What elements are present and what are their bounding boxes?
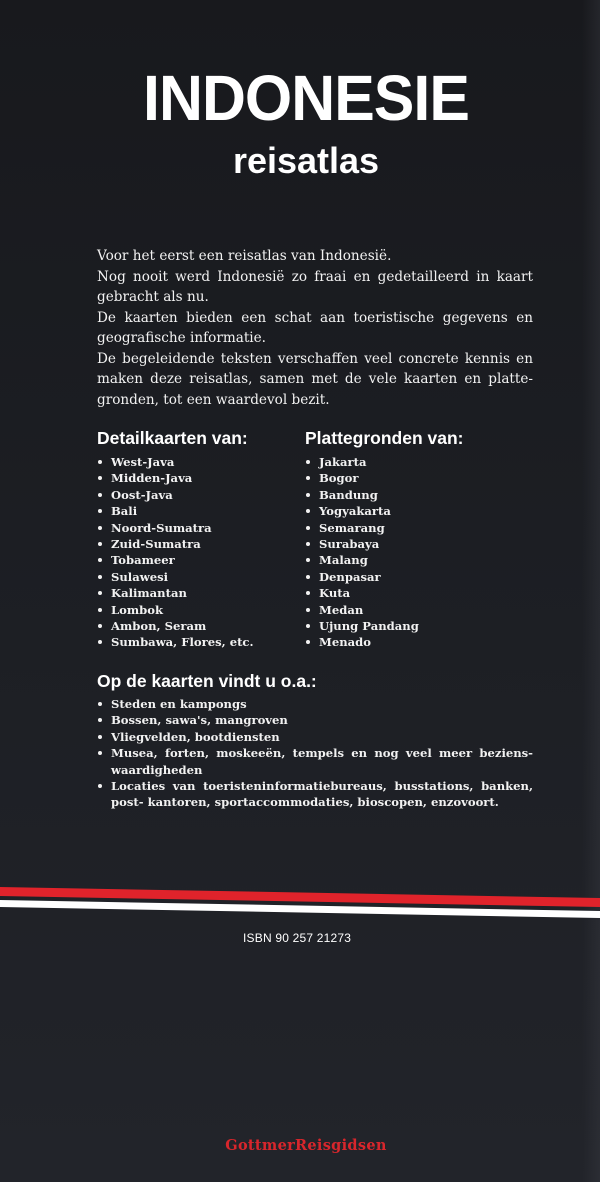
detail-map-item: Sumbawa, Flores, etc. — [97, 634, 254, 650]
city-plan-item: Yogyakarta — [305, 503, 419, 519]
detail-map-item: Oost-Java — [97, 487, 254, 503]
city-plan-item: Ujung Pandang — [305, 618, 419, 634]
intro-paragraph: Nog nooit werd Indonesië zo fraai en gedetailleerd in kaart gebracht als nu. — [97, 268, 533, 305]
intro-paragraph: De begeleidende teksten verschaffen veel concrete kennis en maken deze reisatlas, samen met de vele kaarten en platte- gronden, tot een waardevol bezit. — [97, 350, 533, 408]
features-list — [97, 696, 533, 811]
city-plans-list — [305, 454, 419, 651]
city-plan-item: Bogor — [305, 470, 419, 486]
detail-map-item: Midden-Java — [97, 470, 254, 486]
feature-item: Locaties van toeristeninformatiebureaus, busstations, banken, post- kantoren, sportaccommodaties, bioscopen, enzovoort. — [97, 778, 533, 811]
detail-map-item: Kalimantan — [97, 585, 254, 601]
city-plan-item: Denpasar — [305, 569, 419, 585]
features-heading: Op de kaarten vindt u o.a.: — [97, 671, 317, 691]
city-plan-item: Jakarta — [305, 454, 419, 470]
city-plan-item: Kuta — [305, 585, 419, 601]
detail-map-item: Noord-Sumatra — [97, 520, 254, 536]
detail-map-item: Tobameer — [97, 552, 254, 568]
intro-paragraph: De kaarten bieden een schat aan toeristische gegevens en geografische informatie. — [97, 309, 533, 346]
book-subtitle: reisatlas — [232, 140, 380, 181]
detail-map-item: Lombok — [97, 602, 254, 618]
intro-paragraph: Voor het eerst een reisatlas van Indonesië. — [97, 248, 392, 264]
city-plans-heading: Plattegronden van: — [305, 428, 464, 448]
city-plan-item: Bandung — [305, 487, 419, 503]
city-plan-item: Medan — [305, 602, 419, 618]
book-title: INDONESIE — [143, 62, 469, 134]
detail-map-item: Bali — [97, 503, 254, 519]
detail-map-item: Zuid-Sumatra — [97, 536, 254, 552]
feature-item: Steden en kampongs — [97, 696, 533, 712]
feature-item: Bossen, sawa's, mangroven — [97, 712, 533, 728]
detail-map-item: Sulawesi — [97, 569, 254, 585]
city-plan-item: Surabaya — [305, 536, 419, 552]
feature-item: Musea, forten, moskeeën, tempels en nog veel meer beziens- waardigheden — [97, 745, 533, 778]
detail-map-item: West-Java — [97, 454, 254, 470]
city-plan-item: Menado — [305, 634, 419, 650]
detail-maps-heading: Detailkaarten van: — [97, 428, 248, 448]
city-plan-item: Malang — [305, 552, 419, 568]
detail-maps-list — [97, 454, 254, 651]
intro-text — [97, 246, 533, 410]
city-plan-item: Semarang — [305, 520, 419, 536]
isbn-number: ISBN 90 257 21273 — [243, 931, 352, 945]
publisher-logo: GottmerReisgidsen — [225, 1137, 387, 1154]
detail-map-item: Ambon, Seram — [97, 618, 254, 634]
feature-item: Vliegvelden, bootdiensten — [97, 729, 533, 745]
